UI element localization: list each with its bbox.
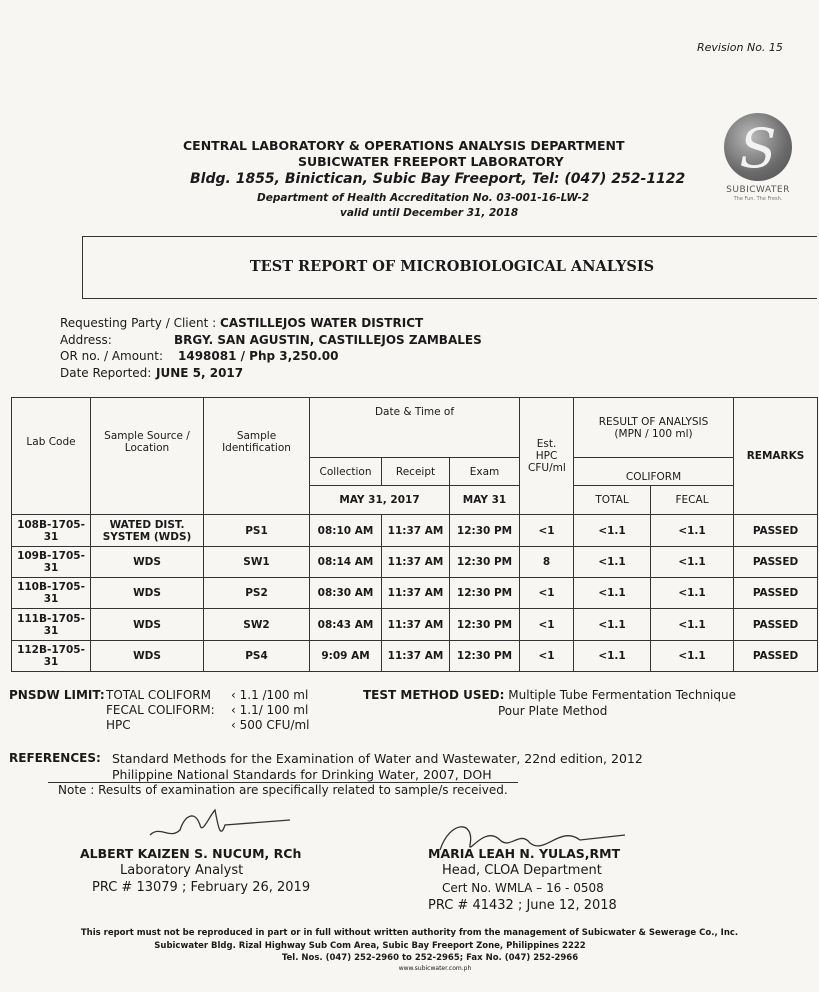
- right-signatory-role: Head, CLOA Department: [442, 863, 602, 878]
- date-row-empty: [12, 486, 91, 515]
- limit-hpc-label: HPC: [106, 718, 131, 732]
- lab-code: 110B-1705-31: [12, 578, 91, 609]
- header-result-of-analysis: RESULT OF ANALYSIS (MPN / 100 ml): [574, 398, 734, 458]
- exam-time: 12:30 PM: [450, 641, 520, 672]
- header-hpc: Est. HPC CFU/ml: [520, 398, 574, 515]
- disclaimer-line-2: Subicwater Bldg. Rizal Highway Sub Com Area, Subic Bay Freeport Zone, Philippines 2222: [154, 941, 586, 951]
- collection-time: 08:43 AM: [310, 609, 382, 641]
- remarks: PASSED: [734, 547, 818, 578]
- header-date-time: Date & Time of: [310, 398, 520, 458]
- receipt-time: 11:37 AM: [382, 609, 450, 641]
- right-signatory-prc: PRC # 41432 ; June 12, 2018: [428, 898, 617, 913]
- hpc-value: <1: [520, 609, 574, 641]
- collection-time: 9:09 AM: [310, 641, 382, 672]
- header-receipt: Receipt: [382, 458, 450, 486]
- collection-time: 08:10 AM: [310, 515, 382, 547]
- disclaimer-website: www.subicwater.com.ph: [398, 965, 472, 972]
- report-title: TEST REPORT OF MICROBIOLOGICAL ANALYSIS: [249, 258, 655, 275]
- sample-source: WDS: [91, 609, 204, 641]
- collection-time: 08:30 AM: [310, 578, 382, 609]
- limit-total-value: ‹ 1.1 /100 ml: [231, 688, 309, 702]
- lab-code: 112B-1705-31: [12, 641, 91, 672]
- logo-name: SUBICWATER: [726, 185, 790, 195]
- pnsdw-limits: [9, 688, 105, 702]
- test-method: [363, 688, 736, 702]
- fecal-coliform: <1.1: [651, 609, 734, 641]
- header-sample-identification: Sample Identification: [204, 398, 310, 486]
- sample-source: WATED DIST. SYSTEM (WDS): [91, 515, 204, 547]
- fecal-coliform: <1.1: [651, 515, 734, 547]
- client-address-value: BRGY. SAN AGUSTIN, CASTILLEJOS ZAMBALES: [174, 333, 482, 347]
- total-coliform: <1.1: [574, 547, 651, 578]
- header-lab-code: Lab Code: [12, 398, 91, 486]
- results-table: [11, 397, 818, 672]
- method-value-2: Pour Plate Method: [498, 704, 608, 718]
- exam-time: 12:30 PM: [450, 515, 520, 547]
- exam-time: 12:30 PM: [450, 609, 520, 641]
- sample-id: PS2: [204, 578, 310, 609]
- reference-1: Standard Methods for the Examination of Water and Wastewater, 22nd edition, 2012: [112, 751, 643, 766]
- client-date-label: Date Reported:: [60, 366, 152, 380]
- client-party-value: CASTILLEJOS WATER DISTRICT: [220, 316, 424, 330]
- receipt-time: 11:37 AM: [382, 515, 450, 547]
- client-address-label: Address:: [60, 333, 112, 347]
- hpc-value: 8: [520, 547, 574, 578]
- disclaimer-line-1: This report must not be reproduced in part or in full without written authority from the management of Subicwater & Sewerage Co., Inc.: [80, 928, 739, 938]
- receipt-time: 11:37 AM: [382, 641, 450, 672]
- total-coliform: <1.1: [574, 609, 651, 641]
- header-collection: Collection: [310, 458, 382, 486]
- sample-id: PS1: [204, 515, 310, 547]
- right-signatory-cert: Cert No. WMLA – 16 - 0508: [442, 881, 604, 895]
- client-party-row: [60, 316, 423, 330]
- logo-tagline: The Fun. The Fresh.: [733, 196, 783, 202]
- laboratory-address: Bldg. 1855, Binictican, Subic Bay Freeport, Tel: (047) 252-1122: [190, 171, 686, 187]
- hpc-value: <1: [520, 578, 574, 609]
- client-address-row: [60, 333, 482, 347]
- total-coliform: <1.1: [574, 578, 651, 609]
- date-collect-receipt: MAY 31, 2017: [310, 486, 450, 515]
- right-signatory-name: MARIA LEAH N. YULAS,RMT: [428, 846, 621, 861]
- client-or-label: OR no. / Amount:: [60, 349, 164, 363]
- limit-fecal-value: ‹ 1.1/ 100 ml: [231, 703, 309, 717]
- collection-time: 08:14 AM: [310, 547, 382, 578]
- sample-source: WDS: [91, 578, 204, 609]
- left-signatory-role: Laboratory Analyst: [120, 863, 244, 878]
- date-row-empty: [91, 486, 204, 515]
- sample-source: WDS: [91, 641, 204, 672]
- exam-time: 12:30 PM: [450, 578, 520, 609]
- header-sample-source: Sample Source / Location: [91, 398, 204, 486]
- header-remarks: REMARKS: [734, 398, 818, 515]
- hpc-value: <1: [520, 641, 574, 672]
- date-row-empty: [204, 486, 310, 515]
- signature-left: [140, 805, 300, 850]
- client-or-row: [60, 349, 339, 363]
- date-exam: MAY 31: [450, 486, 520, 515]
- sample-id: SW1: [204, 547, 310, 578]
- disclaimer-line-3: Tel. Nos. (047) 252-2960 to 252-2965; Fax No. (047) 252-2966: [281, 953, 579, 963]
- limits-label: PNSDW LIMIT:: [9, 688, 105, 702]
- limit-total-label: TOTAL COLIFORM: [106, 688, 211, 702]
- client-date-value: JUNE 5, 2017: [156, 366, 244, 380]
- note: Note : Results of examination are specifically related to sample/s received.: [58, 783, 508, 797]
- reference-2: Philippine National Standards for Drinking Water, 2007, DOH: [112, 767, 492, 782]
- receipt-time: 11:37 AM: [382, 547, 450, 578]
- table-row: [12, 609, 818, 641]
- client-party-label: Requesting Party / Client :: [60, 316, 217, 330]
- fecal-coliform: <1.1: [651, 578, 734, 609]
- remarks: PASSED: [734, 641, 818, 672]
- limit-fecal-label: FECAL COLIFORM:: [106, 703, 215, 717]
- lab-code: 109B-1705-31: [12, 547, 91, 578]
- table-row: [12, 578, 818, 609]
- remarks: PASSED: [734, 515, 818, 547]
- lab-code: 111B-1705-31: [12, 609, 91, 641]
- fecal-coliform: <1.1: [651, 641, 734, 672]
- sample-id: SW2: [204, 609, 310, 641]
- remarks: PASSED: [734, 578, 818, 609]
- fecal-coliform: <1.1: [651, 547, 734, 578]
- sample-source: WDS: [91, 547, 204, 578]
- header-exam: Exam: [450, 458, 520, 486]
- subicwater-logo-icon: S SUBICWATER The Fun. The Fresh.: [718, 113, 798, 203]
- table-row: [12, 641, 818, 672]
- department-name: CENTRAL LABORATORY & OPERATIONS ANALYSIS DEPARTMENT: [183, 138, 625, 153]
- sample-id: PS4: [204, 641, 310, 672]
- limit-hpc-value: ‹ 500 CFU/ml: [231, 718, 310, 732]
- total-coliform: <1.1: [574, 515, 651, 547]
- method-value-1: Multiple Tube Fermentation Technique: [508, 688, 736, 702]
- header-total: TOTAL: [574, 486, 651, 515]
- receipt-time: 11:37 AM: [382, 578, 450, 609]
- left-signatory-name: ALBERT KAIZEN S. NUCUM, RCh: [80, 846, 302, 861]
- accreditation-number: Department of Health Accreditation No. 03-001-16-LW-2: [257, 192, 590, 204]
- left-signatory-prc: PRC # 13079 ; February 26, 2019: [92, 880, 311, 895]
- revision-number: Revision No. 15: [697, 41, 783, 54]
- header-coliform: COLIFORM: [574, 458, 734, 486]
- accreditation-validity: valid until December 31, 2018: [340, 207, 519, 219]
- total-coliform: <1.1: [574, 641, 651, 672]
- references-label: REFERENCES:: [9, 751, 101, 765]
- laboratory-name: SUBICWATER FREEPORT LABORATORY: [298, 154, 564, 169]
- header-fecal: FECAL: [651, 486, 734, 515]
- client-or-value: 1498081 / Php 3,250.00: [178, 349, 339, 363]
- hpc-value: <1: [520, 515, 574, 547]
- lab-code: 108B-1705-31: [12, 515, 91, 547]
- method-label: TEST METHOD USED:: [363, 688, 505, 702]
- exam-time: 12:30 PM: [450, 547, 520, 578]
- table-row: [12, 515, 818, 547]
- client-date-row: [60, 366, 243, 380]
- remarks: PASSED: [734, 609, 818, 641]
- table-row: [12, 547, 818, 578]
